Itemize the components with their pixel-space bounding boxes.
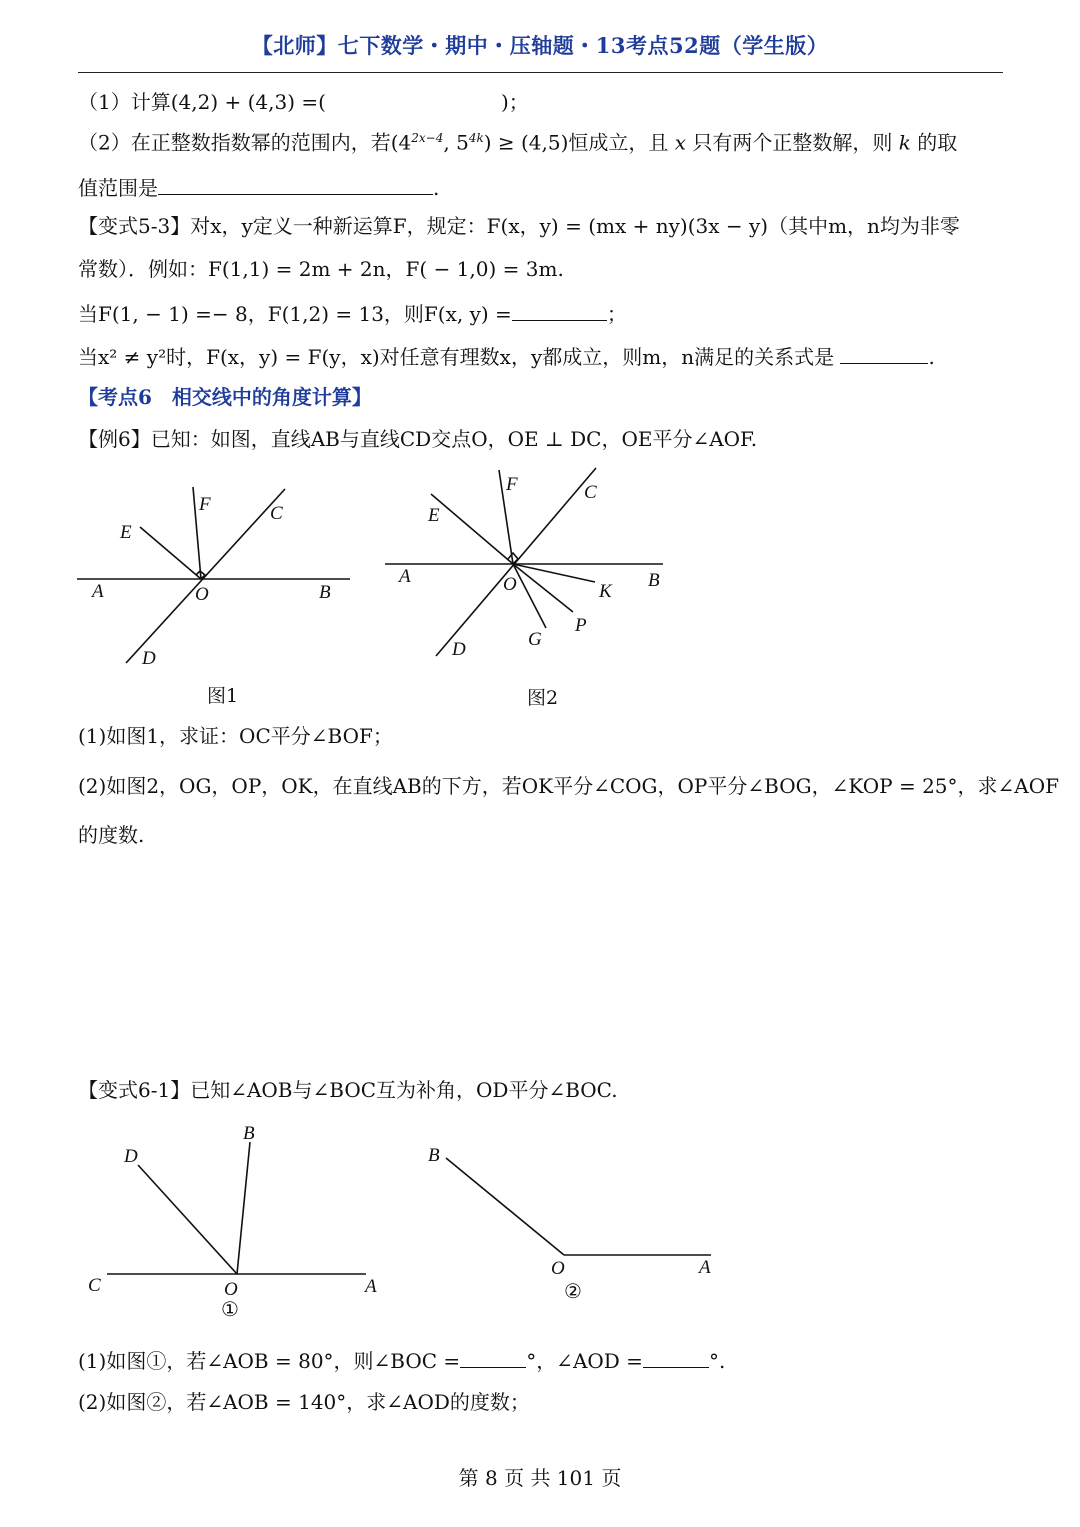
q5-2-part2-line2: 值范围是 . xyxy=(78,176,440,200)
label-g: G xyxy=(528,629,542,650)
q5-3-line4: 当x² ≠ y²时，F(x，y) = F(y，x)对任意有理数x，y都成立，则m，n满足的关系式是 . xyxy=(78,345,935,369)
label-d: D xyxy=(452,639,466,660)
label-e: E xyxy=(428,505,440,526)
figure-circled-2 xyxy=(446,1158,711,1255)
label-a: A xyxy=(365,1276,377,1297)
figure-2 xyxy=(385,468,663,656)
topic-6-title: 【考点6 相交线中的角度计算】 xyxy=(78,385,372,409)
q5-3-line3: 当F(1, − 1) =− 8，F(1,2) = 13，则F(x, y) = ； xyxy=(78,302,627,326)
label-b: B xyxy=(428,1145,440,1166)
label-d: D xyxy=(142,648,156,669)
label-e: E xyxy=(120,522,132,543)
figure-circled-1-caption: ① xyxy=(221,1297,239,1321)
figure-circled-2-caption: ② xyxy=(564,1279,582,1303)
q5-3-line2: 常数）．例如：F(1,1) = 2m + 2n，F( − 1,0) = 3m. xyxy=(78,257,564,281)
variant-6-1-stem: 【变式6-1】已知∠AOB与∠BOC互为补角，OD平分∠BOC. xyxy=(78,1078,618,1102)
variant-6-1-part2: (2)如图②，若∠AOB = 140°，求∠AOD的度数； xyxy=(78,1390,530,1414)
page-footer: 第 8 页 共 101 页 xyxy=(458,1466,622,1490)
label-f: F xyxy=(199,494,211,515)
figure-1-labels xyxy=(90,494,331,669)
label-b: B xyxy=(243,1123,255,1144)
figure-2-caption: 图2 xyxy=(527,687,559,709)
ray-od xyxy=(138,1165,237,1274)
label-f: F xyxy=(506,474,518,495)
answer-blank[interactable] xyxy=(643,1349,709,1368)
label-d: D xyxy=(124,1146,138,1167)
q5-2-part2-line1: （2）在正整数指数幂的范围内，若($4^{2x-4}$, $5^{4k}) \ge (4,5)$恒成立，且 x 只有两个正整数解，则 k 的取 xyxy=(78,130,958,155)
answer-blank[interactable] xyxy=(460,1349,526,1368)
ray-ob xyxy=(237,1142,250,1274)
label-c: C xyxy=(270,503,283,524)
label-c: C xyxy=(584,482,597,503)
label-o: O xyxy=(503,574,517,595)
label-b: B xyxy=(319,582,331,603)
example-6-part2-line1: (2)如图2，OG，OP，OK，在直线AB的下方，若OK平分∠COG，OP平分∠BOG，∠KOP = 25°，求∠AOF xyxy=(78,774,1059,798)
label-b: B xyxy=(648,570,660,591)
example-6-part1: (1)如图1，求证：OC平分∠BOF； xyxy=(78,724,393,748)
variant-6-1-part1: (1)如图①，若∠AOB = 80°，则∠BOC = °，∠AOD = °. xyxy=(78,1349,726,1373)
label-c: C xyxy=(88,1275,101,1296)
ray-oe xyxy=(431,494,513,564)
example-6-stem: 【例6】已知：如图，直线AB与直线CD交点O，OE ⊥ DC，OE平分∠AOF. xyxy=(78,427,758,451)
ray-og xyxy=(513,564,546,628)
label-o: O xyxy=(224,1279,238,1300)
label-o: O xyxy=(551,1258,565,1279)
label-a: A xyxy=(699,1257,711,1278)
q5-2-part1: （1）计算(4,2) + (4,3) =( )； xyxy=(78,90,529,114)
ray-oe xyxy=(140,527,201,579)
line-cd xyxy=(126,489,285,663)
label-p: P xyxy=(575,615,587,636)
figure-1-caption: 图1 xyxy=(207,685,239,707)
figure-1 xyxy=(77,487,350,663)
label-a: A xyxy=(399,566,411,587)
label-a: A xyxy=(92,581,104,602)
example-6-part2-line2: 的度数. xyxy=(78,823,145,847)
label-k: K xyxy=(599,581,612,602)
figure-circled-2-labels xyxy=(428,1145,711,1279)
page-header: 【北师】七下数学・期中・压轴题・13考点52题（学生版） xyxy=(251,33,829,58)
q5-3-line1: 【变式5-3】对x，y定义一种新运算F，规定：F(x，y) = (mx + ny)(3x − y)（其中m，n均为非零 xyxy=(78,214,960,238)
label-o: O xyxy=(195,584,209,605)
figure-circled-1 xyxy=(107,1142,366,1274)
ray-ob xyxy=(446,1158,564,1255)
